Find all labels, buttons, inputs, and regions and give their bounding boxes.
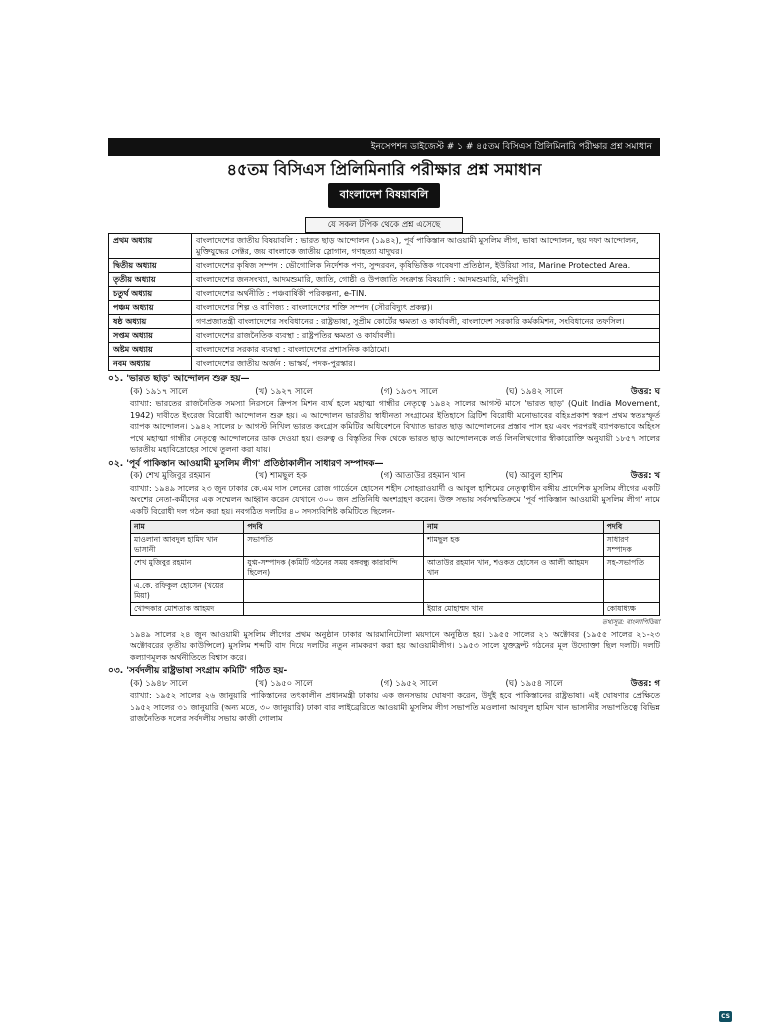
topic-chapter: পঞ্চম অধ্যায় — [109, 301, 192, 315]
topic-row — [109, 273, 660, 287]
column-header: পদবি — [603, 521, 659, 534]
topic-chapter: সপ্তম অধ্যায় — [109, 329, 192, 343]
question-options — [108, 471, 660, 483]
option-b: (খ) ১৯২৭ সালে — [255, 386, 313, 397]
answer-label: উত্তর: ঘ — [631, 386, 660, 397]
option-a: (ক) শেখ মুজিবুর রহমান — [130, 471, 211, 481]
camscanner-logo-icon: CS — [719, 1011, 732, 1022]
table-cell: শামছুল হক — [424, 534, 604, 557]
topic-row — [109, 301, 660, 315]
option-d: (ঘ) ১৯৪২ সালে — [505, 386, 563, 397]
table-cell: সাধারণ সম্পাদক — [603, 534, 659, 557]
table-cell: আতাউর রহমান খান, শওকত হোসেন ও আলী আহমদ খান — [424, 557, 604, 580]
topic-chapter: প্রথম অধ্যায় — [109, 234, 192, 259]
table-header-row — [131, 521, 660, 534]
table-cell: ইয়ার মোহাম্মদ খান — [424, 603, 604, 616]
topic-text: বাংলাদেশের জাতীয় অর্জন : ভাস্কর্য, পদক-পুরস্কার। — [192, 357, 660, 371]
topic-chapter: ষষ্ঠ অধ্যায় — [109, 315, 192, 329]
table-cell — [244, 603, 424, 616]
topic-text: বাংলাদেশের জাতীয় বিষয়াবলি : ভারত ছাড় আন্দোলন (১৯৪২), পূর্ব পাকিস্তান আওয়ামী মুসলিম লীগ, ভাষা আন্দোলন, ছয় দফা আন্দোলন, মুক্তিযুদ্ধের সেক্টর, জয় বাংলাকে জাতীয় স্লোগান, গণহত্যা যাদুঘর। — [192, 234, 660, 259]
question-title: ০১. 'ভারত ছাড়' আন্দোলন শুরু হয়— — [108, 374, 250, 384]
column-header: পদবি — [244, 521, 424, 534]
option-c: (গ) আতাউর রহমান খান — [380, 471, 466, 481]
question-title: ০২. 'পূর্ব পাকিস্তান আওয়ামী মুসলিম লীগ' প্রতিষ্ঠাকালীন সাধারণ সম্পাদক— — [108, 458, 384, 469]
explanation: ব্যাখ্যা: ভারতের রাজনৈতিক সমস্যা নিরসনে ক্রিপস মিশন ব্যর্থ হলে মহাত্মা গান্ধীর নেতৃত্বে ১৯৪২ সালের আগস্ট মাসে 'ভারত ছাড়' (Quit India Movement, 1942) দাবীতে ইংরেজ বিরোধী আন্দোলন শুরু হয়। এ আন্দোলন ভারতীয় স্বাধীনতা সংগ্রামের ইতিহাসে ব্রিটিশ বিরোধী মনোভাবের বহিঃপ্রকাশ স্বরূপ প্রথম স্বতঃস্ফূর্ত ব্যাপক আন্দোলন। ১৯৪২ সালের ৮ আগস্ট নিখিল ভারত কংগ্রেস কমিটির অধিবেশনে বিখ্যাত ভারত ছাড় আন্দোলনের প্রস্তাব পাস হয় এবং পরপরই ব্যাপকভাবে অহিংস পথে মহাত্মা গান্ধীর নেতৃত্বে আন্দোলনের ডাক দেওয়া হয়। গুরুত্ব ও বিস্তৃতির দিক থেকে ভারত ছাড় আন্দোলনকে লর্ড লিনলিথগোর স্বীকারোক্তি অনুযায়ী ১৮৫৭ সালের ভারতীয় মহাবিদ্রোহের সাথে তুলনা করা যায়। — [130, 399, 660, 454]
table-cell — [603, 580, 659, 603]
table-cell: সভাপতি — [244, 534, 424, 557]
option-c: (গ) ১৯৩৭ সালে — [380, 386, 439, 397]
column-header: নাম — [131, 521, 244, 534]
table-row — [131, 580, 660, 603]
table-cell — [424, 580, 604, 603]
topic-text: বাংলাদেশের কৃষিজ সম্পদ : ভৌগোলিক নির্দেশক পণ্য, সুন্দরবন, কৃষিভিত্তিক গবেষণা প্রতিষ্ঠান, ইউরিয়া সার, Marine Protected Area. — [192, 259, 660, 273]
table-cell — [244, 580, 424, 603]
question-title: ০৩. 'সর্বদলীয় রাষ্ট্রভাষা সংগ্রাম কমিটি' গঠিত হয়- — [108, 666, 288, 676]
topics-table — [108, 233, 660, 371]
table-row — [131, 557, 660, 580]
topic-text: গণপ্রজাতন্ত্রী বাংলাদেশের সংবিধানের : রাষ্ট্রভাষা, সুপ্রীম কোর্টের ক্ষমতা ও কার্যাবলী, বাংলাদেশ সরকারি কর্মকমিশন, সংবিধানের তফসিল। — [192, 315, 660, 329]
document-page — [108, 138, 660, 725]
explanation-continued: ১৯৪৯ সালের ২৪ জুন আওয়ামী মুসলিম লীগের প্রথম অনুষ্ঠান ঢাকার আরমানিটোলা ময়দানে অনুষ্ঠিত হয়। ১৯৫৫ সালের ২১ অক্টোবর (১৯৫৫ সালের ২১-২৩ অক্টোবরের তৃতীয় কাউন্সিলে) মুসলিম শব্দটি বাদ দিয়ে দলটির নতুন নামকরণ করা হয় আওয়ামীলীগ। ১৯৫৩ সালে যুক্তফ্রন্ট গঠনের মূল উদ্যোক্তা ছিল দলটি। দলটি কল্যাণমূলক অর্থনীতিতে বিশ্বাস করে। — [130, 629, 660, 662]
committee-table — [130, 520, 660, 616]
answer-label: উত্তর: খ — [630, 471, 661, 481]
column-header: নাম — [424, 521, 604, 534]
question-options — [108, 679, 660, 691]
subject-wrap — [108, 183, 660, 208]
table-cell: এ.কে. রফিকুল হোসেন (খয়ের মিয়া) — [131, 580, 244, 603]
table-cell: খোন্দকার মোশতাক আহমদ — [131, 603, 244, 616]
question-2 — [108, 459, 660, 664]
topic-text: বাংলাদেশের অর্থনীতি : পঞ্চবার্ষিকী পরিকল্পনা, e-TIN. — [192, 287, 660, 301]
topic-chapter: দ্বিতীয় অধ্যায় — [109, 259, 192, 273]
option-a: (ক) ১৯৪৮ সালে — [130, 678, 188, 689]
topic-row — [109, 259, 660, 273]
option-a: (ক) ১৯১৭ সালে — [130, 386, 188, 397]
topics-heading-wrap — [108, 212, 660, 233]
topic-row — [109, 329, 660, 343]
table-cell: সহ-সভাপতি — [603, 557, 659, 580]
topic-chapter: নবম অধ্যায় — [109, 357, 192, 371]
topic-text: বাংলাদেশের শিল্প ও বাণিজ্য : বাংলাদেশের শক্তি সম্পদ (সৌরবিদ্যুৎ প্রকল্প)। — [192, 301, 660, 315]
table-cell: যুগ্ম-সম্পাদক (কমিটি গঠনের সময় বঙ্গবন্ধু কারাবন্দি ছিলেন) — [244, 557, 424, 580]
answer-label: উত্তর: গ — [630, 678, 660, 689]
question-1 — [108, 374, 660, 456]
topic-row — [109, 287, 660, 301]
topic-row — [109, 343, 660, 357]
page-title: ৪৫তম বিসিএস প্রিলিমিনারি পরীক্ষার প্রশ্ন সমাধান — [226, 160, 542, 179]
subject-label: বাংলাদেশ বিষয়াবলি — [328, 183, 440, 208]
question-options — [108, 387, 660, 399]
header-strip: ইনসেপশন ডাইজেস্ট # ১ # ৪৫তম বিসিএস প্রিলিমিনারি পরীক্ষার প্রশ্ন সমাধান — [108, 138, 660, 156]
topic-text: বাংলাদেশের জনসংখ্যা, আদমশুমারি, জাতি, গোষ্ঠী ও উপজাতি সংক্রান্ত বিষয়াদি : আদমশুমারি, মণিপুরী। — [192, 273, 660, 287]
explanation: ব্যাখ্যা: ১৯৫২ সালের ২৬ জানুয়ারি পাকিস্তানের তৎকালীন প্রধানমন্ত্রী ঢাকায় এক জনসভায় ঘোষণা করেন, উর্দুই হবে পাকিস্তানের রাষ্ট্রভাষা। এই ঘোষণার প্রেক্ষিতে ১৯৫২ সালের ৩১ জানুয়ারি (অন্য মতে, ৩০ জানুয়ারি) ঢাকা বার লাইব্রেরিতে আওয়ামী মুসলিম লীগ সভাপতি মওলানা আবদুল হামিদ খান ভাসানীর সভাপতিত্বে বিভিন্ন রাজনৈতিক দলের সর্বদলীয় সভায় কাজী গোলাম — [130, 691, 660, 723]
question-3 — [108, 666, 660, 725]
option-c: (গ) ১৯৫২ সালে — [380, 678, 438, 689]
topic-text: বাংলাদেশের রাজনৈতিক ব্যবস্থা : রাষ্ট্রপতির ক্ষমতা ও কার্যাবলী। — [192, 329, 660, 343]
source-note: তথ্যসূত্র: বাংলাপিডিয়া — [602, 618, 660, 626]
option-d: (ঘ) ১৯৫৪ সালে — [505, 678, 563, 689]
topic-chapter: তৃতীয় অধ্যায় — [109, 273, 192, 287]
topic-row — [109, 234, 660, 259]
table-row — [131, 603, 660, 616]
topics-heading: যে সকল টপিক থেকে প্রশ্ন এসেছে — [305, 217, 464, 233]
topic-text: বাংলাদেশের সরকার ব্যবস্থা : বাংলাদেশের প্রশাসনিক কাঠামো। — [192, 343, 660, 357]
topic-chapter: চতুর্থ অধ্যায় — [109, 287, 192, 301]
topic-row — [109, 357, 660, 371]
table-cell: মাওলানা আবদুল হামিদ খান ভাসানী — [131, 534, 244, 557]
table-row — [131, 534, 660, 557]
option-b: (খ) ১৯৫০ সালে — [255, 678, 313, 689]
explanation: ব্যাখ্যা: ১৯৪৯ সালের ২৩ জুন ঢাকার কে.এম দাস লেনের রোজ গার্ডেনে হোসেন শহীদ সোহরাওয়ার্দী ও আবুল হাশিমের নেতৃত্বাধীন বঙ্গীয় প্রাদেশিক মুসলিম লীগের একটি অংশের নেতা-কর্মীদের এক সম্মেলন আহ্বান করেন যেখানে ৩০০ জন প্রতিনিধি অংশগ্রহণ করেন। উক্ত সভায় সর্বসম্মতিক্রমে 'পূর্ব পাকিস্তান আওয়ামী মুসলিম লীগ' নামে একটি বিরোধী দল গঠন করা হয়। নবগঠিত দলটির ৪০ সদস্যবিশিষ্ট কমিটিতে ছিলেন- — [130, 483, 660, 516]
option-b: (খ) শামছুল হক — [255, 471, 307, 481]
topic-chapter: অষ্টম অধ্যায় — [109, 343, 192, 357]
topic-row — [109, 315, 660, 329]
table-cell: কোষাধ্যক্ষ — [603, 603, 659, 616]
option-d: (ঘ) আবুল হাশিম — [505, 471, 563, 481]
table-cell: শেখ মুজিবুর রহমান — [131, 557, 244, 580]
